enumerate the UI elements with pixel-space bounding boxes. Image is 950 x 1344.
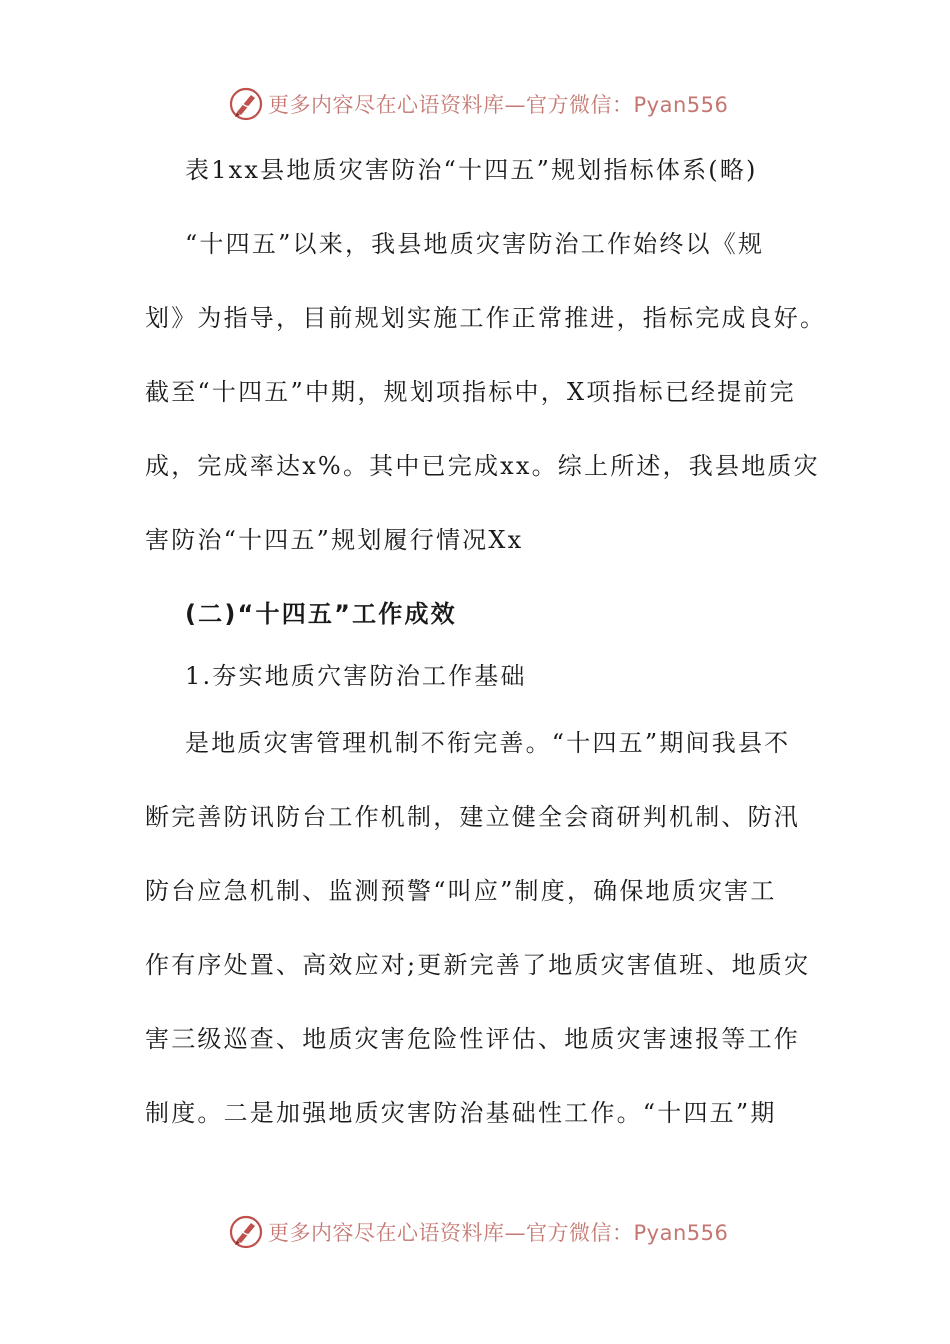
paragraph-line: 截至“十四五”中期，规划项指标中，X项指标已经提前完 (145, 378, 796, 406)
watermark-header (228, 84, 728, 124)
paragraph-line: 制度。二是加强地质灾害防治基础性工作。“十四五”期 (145, 1099, 777, 1127)
section-heading: (二)“十四五”工作成效 (185, 600, 457, 628)
paragraph-line: 是地质灾害管理机制不衔完善。“十四五”期间我县不 (185, 729, 791, 757)
pen-seal-icon (228, 86, 264, 122)
paragraph-line: 防台应急机制、监测预警“叫应”制度，确保地质灾害工 (145, 877, 777, 905)
paragraph-line: 作有序处置、高效应对;更新完善了地质灾害值班、地质灾 (145, 951, 811, 979)
watermark-footer (228, 1212, 728, 1252)
paragraph-line: “十四五”以来，我县地质灾害防治工作始终以《规 (185, 230, 765, 258)
paragraph-line: 成，完成率达x%。其中已完成xx。综上所述，我县地质灾 (145, 452, 820, 480)
paragraph-line: 害三级巡查、地质灾害危险性评估、地质灾害速报等工作 (145, 1025, 800, 1053)
paragraph-line: 断完善防讯防台工作机制，建立健全会商研判机制、防汛 (145, 803, 800, 831)
table-caption: 表1xx县地质灾害防治“十四五”规划指标体系(略) (185, 156, 758, 184)
paragraph-line: 划》为指导，目前规划实施工作正常推进，指标完成良好。 (145, 304, 827, 332)
pen-seal-icon (228, 1214, 264, 1250)
subheading: 1.夯实地质穴害防治工作基础 (185, 662, 527, 690)
watermark-text: 更多内容尽在心语资料库—官方微信：Pyan556 (268, 93, 729, 117)
watermark-text: 更多内容尽在心语资料库—官方微信：Pyan556 (268, 1221, 729, 1245)
paragraph-line: 害防治“十四五”规划履行情况Xx (145, 526, 524, 554)
